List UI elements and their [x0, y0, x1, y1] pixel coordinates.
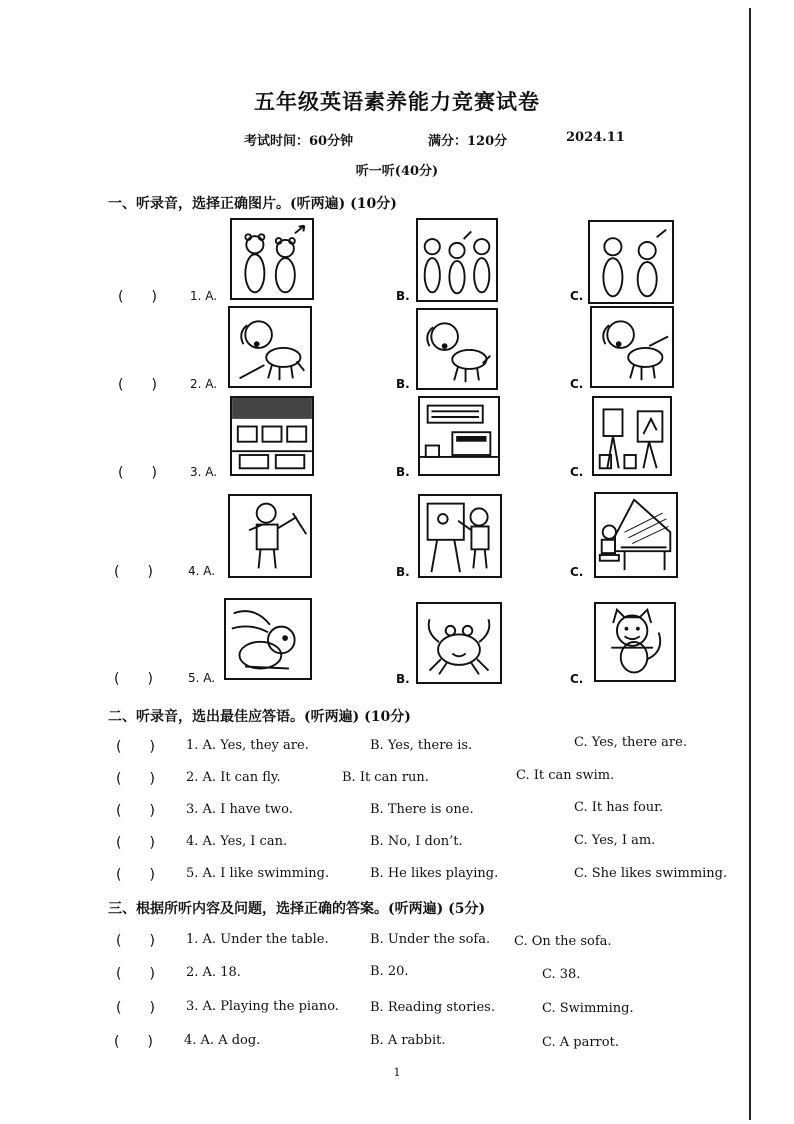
answer-blank: ( ): [116, 1000, 155, 1016]
exam-date: 2024.11: [566, 130, 625, 145]
option-c-label: C.: [570, 672, 584, 686]
dog-icon: [590, 306, 674, 388]
option-b: B. 20.: [370, 964, 409, 979]
answer-blank: ( ): [116, 771, 155, 787]
option-b-label: B.: [396, 565, 410, 579]
option-c: C. Swimming.: [542, 1001, 634, 1016]
option-b: B. He likes playing.: [370, 866, 499, 881]
boy-piano-icon: [594, 492, 678, 578]
dog-icon: [228, 306, 312, 388]
option-b: B. Under the sofa.: [370, 932, 491, 947]
answer-blank: ( ): [114, 1034, 153, 1050]
two-bears-icon: [588, 220, 674, 304]
option-c: C. It can swim.: [516, 768, 615, 783]
option-c-label: C.: [570, 377, 584, 391]
boy-violin-icon: [228, 494, 312, 578]
question-label: 3. A.: [190, 465, 218, 479]
crab-icon: [416, 602, 502, 684]
option-a: 4. A. Yes, I can.: [186, 834, 288, 849]
full-score: 满分：120分: [428, 134, 508, 149]
option-c-label: C.: [570, 565, 584, 579]
answer-blank: ( ): [116, 933, 155, 949]
three-bears-icon: [416, 218, 498, 302]
option-b: B. No, I don’t.: [370, 834, 463, 849]
answer-blank: ( ): [116, 835, 155, 851]
answer-blank: ( ): [114, 671, 153, 687]
listening-header: 听一听(40分): [355, 164, 439, 179]
exam-time: 考试时间：60分钟: [244, 134, 354, 149]
answer-blank: ( ): [118, 465, 157, 481]
rabbit-icon: [224, 598, 312, 680]
option-a: 2. A. It can fly.: [186, 770, 281, 785]
part2-heading: 二、听录音，选出最佳应答语。(听两遍) (10分): [108, 709, 411, 725]
answer-blank: ( ): [118, 289, 157, 305]
option-a: 5. A. I like swimming.: [186, 866, 330, 881]
part1-heading: 一、听录音，选择正确图片。(听两遍) (10分): [108, 196, 397, 212]
option-c: C. On the sofa.: [514, 934, 612, 949]
art-room-icon: [592, 396, 672, 476]
option-c-label: C.: [570, 289, 584, 303]
option-b-label: B.: [396, 377, 410, 391]
option-c: C. 38.: [542, 967, 581, 982]
dog-icon: [416, 308, 498, 390]
two-bears-icon: [230, 218, 314, 300]
option-b: B. There is one.: [370, 802, 474, 817]
option-b-label: B.: [396, 289, 410, 303]
question-label: 5. A.: [188, 671, 216, 685]
option-c: C. Yes, there are.: [574, 735, 687, 750]
music-room-icon: [418, 396, 500, 476]
answer-blank: ( ): [118, 377, 157, 393]
question-label: 1. A.: [190, 289, 218, 303]
answer-blank: ( ): [116, 803, 155, 819]
option-a: 1. A. Yes, they are.: [186, 738, 309, 753]
option-b-label: B.: [396, 672, 410, 686]
option-c: C. Yes, I am.: [574, 833, 656, 848]
option-b: B. It can run.: [342, 770, 429, 785]
option-a: 2. A. 18.: [186, 965, 241, 980]
answer-blank: ( ): [114, 564, 153, 580]
option-a: 1. A. Under the table.: [186, 932, 329, 947]
answer-blank: ( ): [116, 867, 155, 883]
option-b-label: B.: [396, 465, 410, 479]
option-a: 4. A. A dog.: [184, 1033, 261, 1048]
answer-blank: ( ): [116, 739, 155, 755]
cat-icon: [594, 602, 676, 682]
option-b: B. Yes, there is.: [370, 738, 473, 753]
question-label: 2. A.: [190, 377, 218, 391]
option-c-label: C.: [570, 465, 584, 479]
exam-title: 五年级英语素养能力竞赛试卷: [254, 89, 540, 114]
option-a: 3. A. I have two.: [186, 802, 293, 817]
option-c: C. She likes swimming.: [574, 866, 728, 881]
option-a: 3. A. Playing the piano.: [186, 999, 339, 1014]
option-b: B. Reading stories.: [370, 1000, 495, 1015]
option-b: B. A rabbit.: [370, 1033, 446, 1048]
question-label: 4. A.: [188, 564, 216, 578]
boy-painting-icon: [418, 494, 502, 578]
page-number: 1: [393, 1066, 401, 1079]
option-c: C. It has four.: [574, 800, 664, 815]
option-c: C. A parrot.: [542, 1035, 619, 1050]
computer-room-icon: [230, 396, 314, 476]
part3-heading: 三、根据所听内容及问题，选择正确的答案。(听两遍) (5分): [108, 901, 486, 917]
answer-blank: ( ): [116, 966, 155, 982]
